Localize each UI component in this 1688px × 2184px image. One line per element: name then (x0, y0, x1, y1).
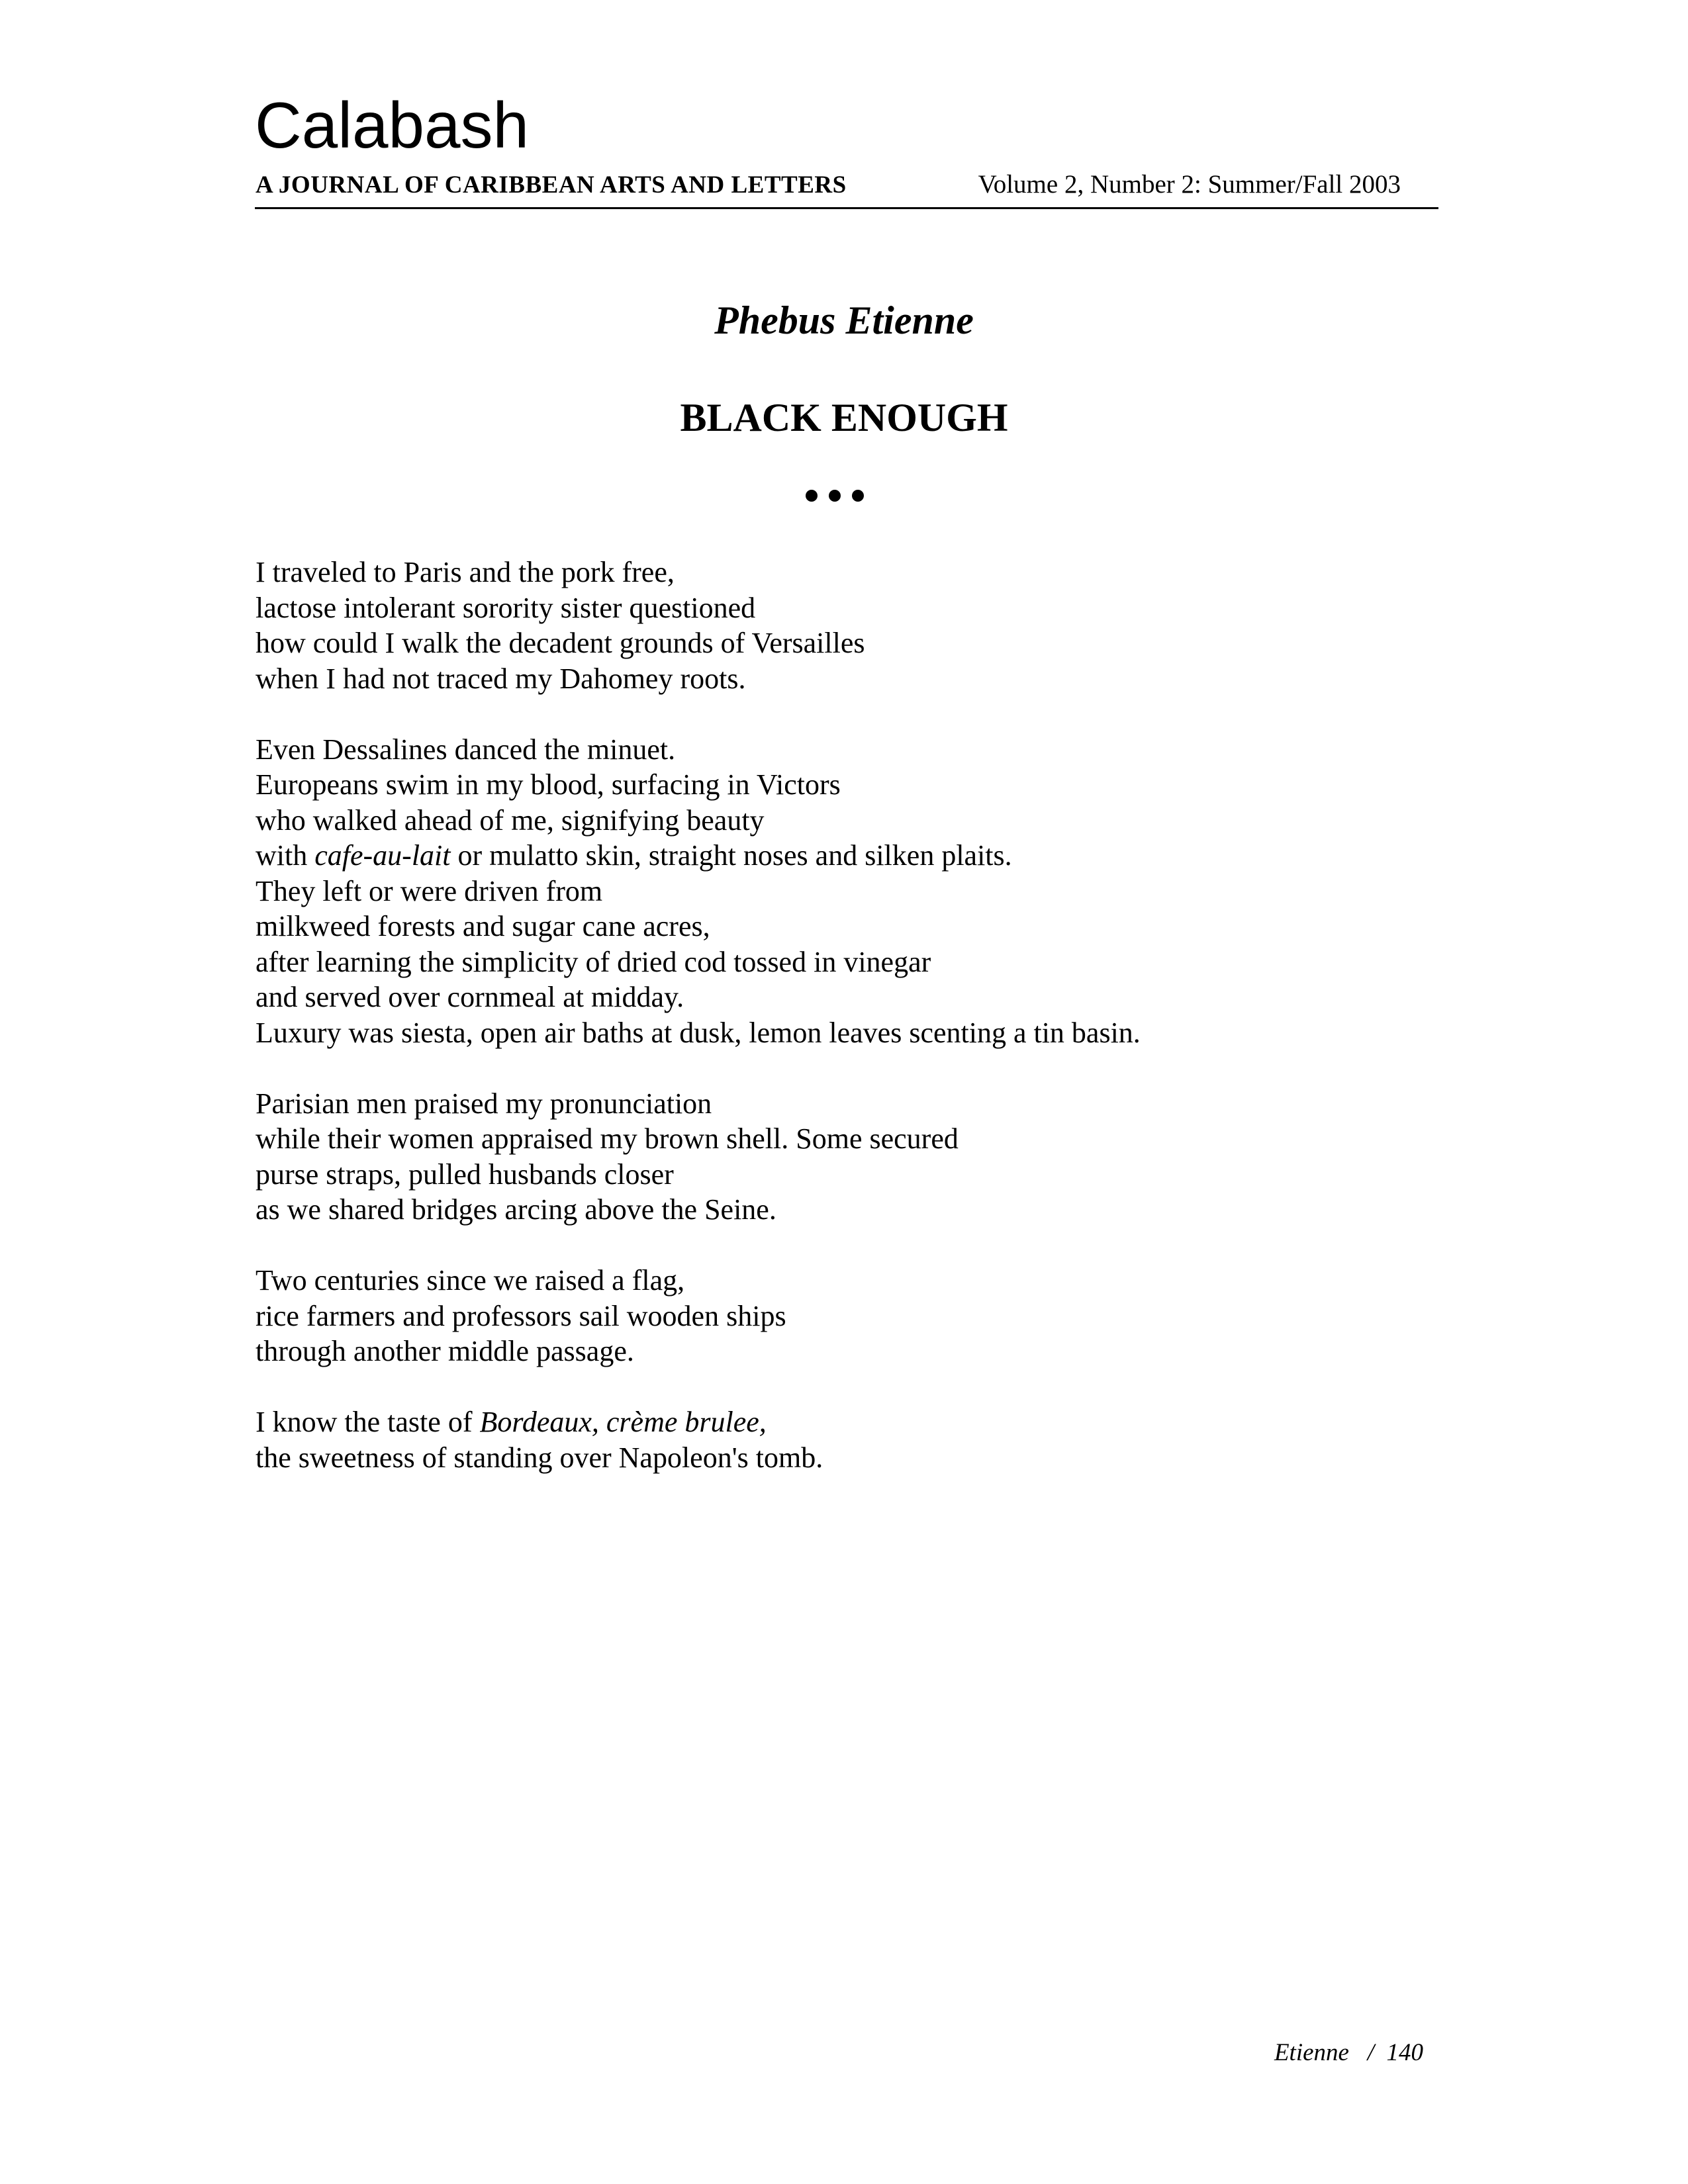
footer-page-number: 140 (1386, 2039, 1423, 2066)
author-name-text: Phebus Etienne (714, 298, 974, 342)
poem-line: Luxury was siesta, open air baths at dusk, lemon leaves scenting a tin basin. (256, 1016, 1141, 1049)
poem-line: milkweed forests and sugar cane acres, (256, 910, 710, 942)
poem-line-italic: cafe-au-lait (314, 839, 451, 872)
poem-line (256, 1404, 1447, 1440)
poem-line: while their women appraised my brown shell. Some secured (256, 1122, 959, 1155)
poem-line: as we shared bridges arcing above the Seine. (256, 1193, 776, 1226)
ornament-dot (829, 490, 841, 502)
poem-line: when I had not traced my Dahomey roots. (256, 662, 746, 695)
poem-line-text: with (256, 839, 315, 872)
journal-volume: Volume 2, Number 2: Summer/Fall 2003 (978, 170, 1401, 199)
poem-line: through another middle passage. (256, 1335, 634, 1367)
poem-line: Two centuries since we raised a flag, (256, 1264, 685, 1297)
journal-subtitle: A JOURNAL OF CARIBBEAN ARTS AND LETTERS (256, 171, 847, 199)
poem-body (256, 555, 1447, 1511)
poem-line-text: or mulatto skin, straight noses and silken plaits. (450, 839, 1012, 872)
poem-stanza (256, 1404, 1447, 1475)
poem-stanza (256, 1086, 1447, 1228)
poem-line: how could I walk the decadent grounds of Versailles (256, 627, 865, 659)
poem-stanza (256, 555, 1447, 696)
poem-line: who walked ahead of me, signifying beauty (256, 803, 765, 837)
poem-line: rice farmers and professors sail wooden ships (256, 1299, 786, 1332)
poem-line: purse straps, pulled husbands closer (256, 1158, 674, 1191)
poem-line-italic: Bordeaux, crème brulee, (479, 1406, 767, 1438)
poem-line: They left or were driven from (256, 874, 603, 907)
poem-line: after learning the simplicity of dried cod tossed in vinegar (256, 945, 931, 978)
poem-line: I traveled to Paris and the pork free, (256, 556, 675, 588)
poem-line-text: I know the taste of (256, 1406, 480, 1438)
journal-title: Calabash (255, 89, 530, 161)
footer-separator: / (1367, 2039, 1374, 2066)
page-footer (1274, 2038, 1423, 2067)
author-name (0, 298, 1688, 343)
ornament-dot (806, 490, 818, 502)
poem-line: Europeans swim in my blood, surfacing in Victors (256, 768, 841, 801)
ornament-dot (852, 490, 864, 502)
poem-title-text: BLACK ENOUGH (680, 396, 1008, 439)
poem-line: Even Dessalines danced the minuet. (256, 733, 676, 766)
poem-line: lactose intolerant sorority sister questioned (256, 591, 756, 624)
poem-stanza (256, 1263, 1447, 1369)
poem-line (256, 838, 1447, 874)
poem-line: and served over cornmeal at midday. (256, 981, 684, 1013)
poem-stanza (256, 732, 1447, 1051)
poem-line: the sweetness of standing over Napoleon's tomb. (256, 1441, 823, 1474)
header-rule (255, 207, 1438, 209)
footer-author: Etienne (1274, 2039, 1349, 2066)
poem-line: Parisian men praised my pronunciation (256, 1087, 712, 1120)
poem-title (0, 395, 1688, 441)
ornament-dots (806, 490, 865, 503)
